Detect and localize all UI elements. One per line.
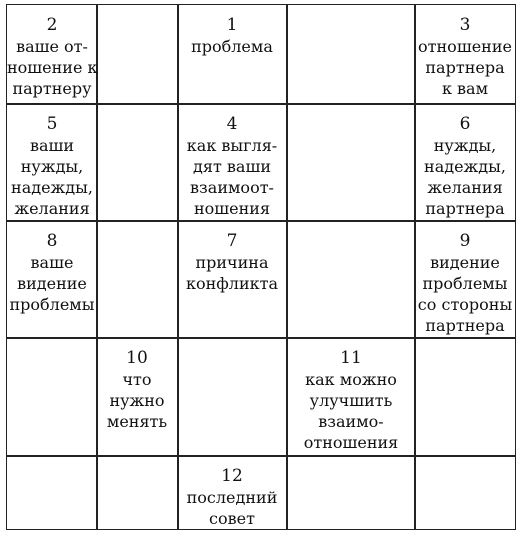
- cell-text: совет: [209, 509, 255, 528]
- cell-text: надежды,: [11, 178, 93, 197]
- cell-text: партнера: [425, 58, 505, 77]
- cell-text: взаимоот-: [190, 178, 274, 197]
- cell-text: нужно: [109, 391, 165, 410]
- cell-number: 8: [46, 231, 58, 251]
- cell-text: к вам: [441, 79, 489, 98]
- cell-text: ношения: [193, 199, 271, 218]
- cell-6-partner-needs: [415, 104, 515, 220]
- cell-text: конфликта: [185, 274, 279, 293]
- cell-text: проблемы: [9, 295, 95, 314]
- cell-text: партнеру: [12, 79, 92, 98]
- cell-text: проблемы: [422, 274, 508, 293]
- cell-5-your-needs: [7, 104, 97, 220]
- cell-text: нужды,: [433, 136, 497, 155]
- cell-text: нужды,: [20, 157, 84, 176]
- cell-number: 10: [126, 348, 148, 368]
- cell-4-relationship-look: [177, 104, 287, 220]
- cell-number: 12: [221, 466, 243, 486]
- cell-2-attitude-to-partner: [7, 5, 97, 103]
- cell-text: как можно: [305, 370, 397, 389]
- cell-12-last-advice: [177, 456, 287, 528]
- cell-text: что: [122, 370, 152, 389]
- cell-text: ношение к: [7, 58, 98, 77]
- cell-text: проблема: [191, 37, 273, 56]
- cell-text: отношение: [418, 37, 512, 56]
- cell-text: желания: [427, 178, 503, 197]
- cell-number: 3: [459, 15, 471, 35]
- cell-text: причина: [195, 253, 269, 272]
- cell-9-partner-view: [415, 221, 515, 337]
- cell-text: ваши: [29, 136, 75, 155]
- cell-text: желания: [14, 199, 90, 218]
- cell-number: 4: [226, 114, 238, 134]
- cell-text: дят ваши: [193, 157, 271, 176]
- cell-text: как выгля-: [186, 136, 278, 155]
- cell-text: ваше: [30, 253, 74, 272]
- cell-text: партнера: [425, 316, 505, 335]
- cell-text: улучшить: [309, 391, 393, 410]
- cell-1-problem: [177, 5, 287, 103]
- cell-text: со стороны: [417, 295, 513, 314]
- cell-text: менять: [106, 412, 168, 431]
- cell-number: 5: [46, 114, 58, 134]
- cell-number: 2: [46, 15, 58, 35]
- cell-text: отношения: [303, 433, 399, 452]
- cell-text: партнера: [425, 199, 505, 218]
- cell-number: 6: [459, 114, 471, 134]
- cell-text: надежды,: [424, 157, 506, 176]
- cell-text: ваше от-: [16, 37, 88, 56]
- cell-number: 9: [459, 231, 471, 251]
- cell-text: видение: [17, 274, 87, 293]
- cell-number: 7: [226, 231, 238, 251]
- cell-text: последний: [186, 488, 278, 507]
- grid-line: [7, 337, 515, 339]
- cell-8-your-view: [7, 221, 97, 337]
- cell-10-what-to-change: [97, 338, 177, 455]
- cell-text: взаимо-: [318, 412, 384, 431]
- cell-3-partner-attitude: [415, 5, 515, 103]
- cell-7-conflict-cause: [177, 221, 287, 337]
- cell-number: 11: [340, 348, 362, 368]
- cell-11-improve-relationship: [287, 338, 415, 455]
- cell-text: видение: [430, 253, 500, 272]
- spread-layout-grid: [6, 4, 516, 530]
- cell-number: 1: [226, 15, 238, 35]
